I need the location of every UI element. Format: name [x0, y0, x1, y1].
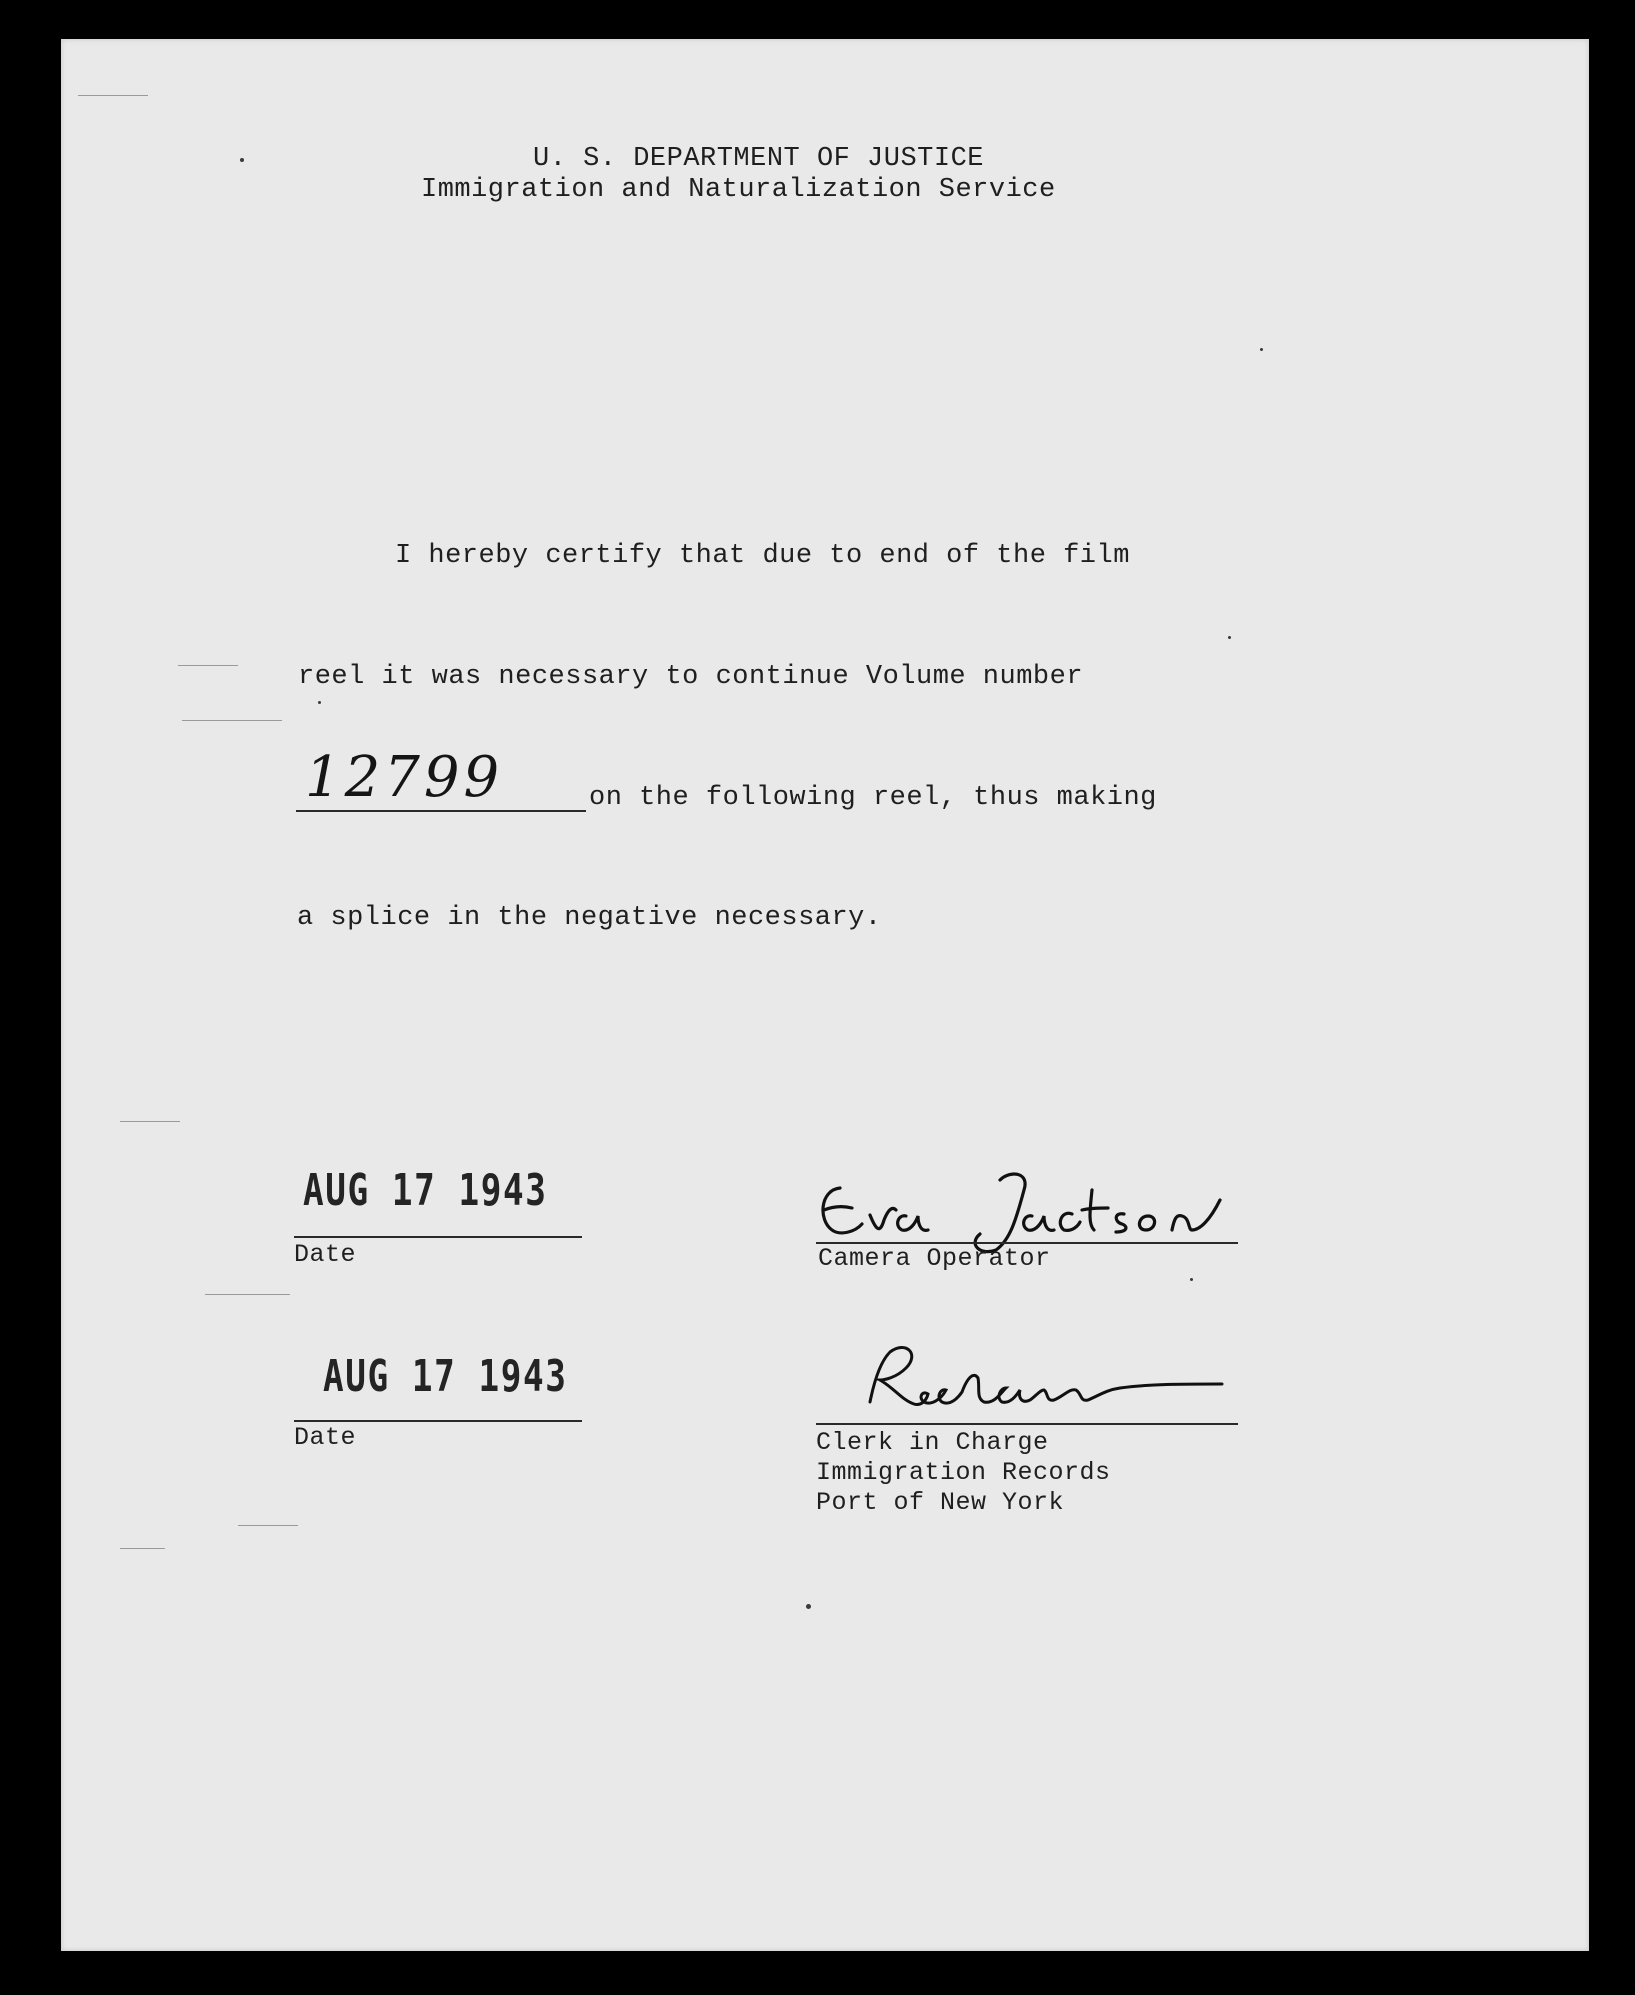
volume-number-underline [296, 810, 586, 812]
header-service: Immigration and Naturalization Service [421, 175, 1056, 205]
volume-number-handwritten: 12799 [305, 745, 504, 810]
scan-edge-mark [178, 665, 238, 666]
clerk-label-title: Clerk in Charge [816, 1428, 1049, 1457]
scan-edge-mark [120, 1121, 180, 1122]
date-line-2 [294, 1420, 582, 1422]
clerk-line [816, 1423, 1238, 1425]
clerk-signature [850, 1332, 1300, 1422]
body-line-3: on the following reel, thus making [589, 783, 1157, 813]
clerk-label-department: Immigration Records [816, 1458, 1111, 1487]
header-department: U. S. DEPARTMENT OF JUSTICE [533, 144, 984, 174]
scan-edge-mark [120, 1548, 165, 1549]
body-line-2: reel it was necessary to continue Volume number [298, 662, 1084, 692]
scan-speck [806, 1604, 811, 1609]
date-label-1: Date [294, 1240, 357, 1269]
scan-edge-mark [182, 720, 282, 721]
scan-edge-mark [238, 1525, 298, 1526]
scan-speck [318, 701, 321, 704]
date-label-2: Date [294, 1423, 357, 1452]
body-line-4: a splice in the negative necessary. [297, 903, 882, 933]
camera-operator-label: Camera Operator [818, 1244, 1051, 1273]
scan-speck [1260, 348, 1263, 351]
scan-speck [1228, 636, 1231, 639]
body-line-1: I hereby certify that due to end of the film [395, 541, 1130, 571]
scan-speck [240, 158, 244, 162]
date-stamp-2: AUG 17 1943 [323, 1351, 568, 1402]
clerk-label-location: Port of New York [816, 1488, 1065, 1517]
document-page [61, 39, 1589, 1951]
date-line-1 [294, 1236, 582, 1238]
scan-speck [1190, 1278, 1193, 1281]
scan-edge-mark [78, 95, 148, 96]
date-stamp-1: AUG 17 1943 [303, 1165, 548, 1216]
scan-edge-mark [205, 1294, 290, 1295]
